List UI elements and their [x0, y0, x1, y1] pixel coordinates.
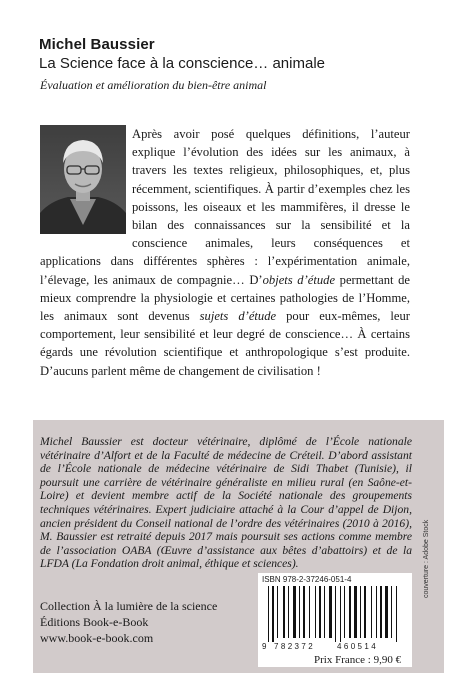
price: Prix France : 9,90 €: [314, 654, 402, 666]
author-name: Michel Baussier: [39, 36, 155, 53]
author-bio: Michel Baussier est docteur vétérinaire, diplômé de l’École nationale vétérinaire d’Alfort et de la Faculté de médecine de Créteil. D’abord assistant de l’École nationale de médecine vétérinaire de Sidi Thabet (Tunisie), il poursuit une carrière de vétérinaire généraliste en milieu rural (en Saône-et-Loire) et devient membre actif de la Société nationale des groupements techniques vétérinaires. Expert judiciaire attaché à la Cour d’appel de Dijon, ancien président du Conseil national de l’ordre des vétérinaires (2010 à 2016), M. Baussier est retraité depuis 2017 mais poursuit ses actions comme membre de l’association OABA (Œuvre d’assistance aux bêtes d’abattoirs) et de la LFDA (La Fondation droit animal, éthique et sciences).: [40, 435, 412, 571]
publisher-info: [40, 598, 217, 646]
author-photo: [40, 125, 126, 234]
isbn-number: ISBN 978-2-37246-051-4: [262, 575, 352, 584]
book-title: La Science face à la conscience… animale: [39, 55, 325, 72]
book-subtitle: Évaluation et amélioration du bien-être animal: [40, 78, 267, 92]
publisher-name: Éditions Book-e-Book: [40, 615, 149, 629]
collection-name: Collection À la lumière de la science: [40, 599, 218, 613]
barcode-icon: [266, 586, 406, 644]
publisher-website: www.book-e-book.com: [40, 631, 154, 645]
blurb-paragraph: Après avoir posé quelques définitions, l’auteur explique l’évolution des idées sur les animaux, à travers les textes religieux, philosophiques, et, plus récemment, scientifiques. À partir d’exemples chez les poissons, les oiseaux et les mammifères, il dresse le bilan des connaissances sur la sensibilité et la conscience animales, leurs conséquences et applications dans différentes sphères : l’expérimentation animale, l’élevage, les animaux de compagnie… D’objets d’étude permettant de mieux comprendre la physiologie et certaines pathologies de l’Homme, les animaux sont devenus sujets d’étude pour eux-mêmes, leur comportement, leur sensibilité et leur degré de conscience… À certains égards une révolution scientifique et anthropologique s’est produite. D’aucuns parlent même de changement de civilisation !: [40, 127, 410, 378]
barcode-digits: 9 782372 460514: [262, 642, 379, 651]
cover-credit: couverture : Adobe Stock: [423, 519, 430, 598]
